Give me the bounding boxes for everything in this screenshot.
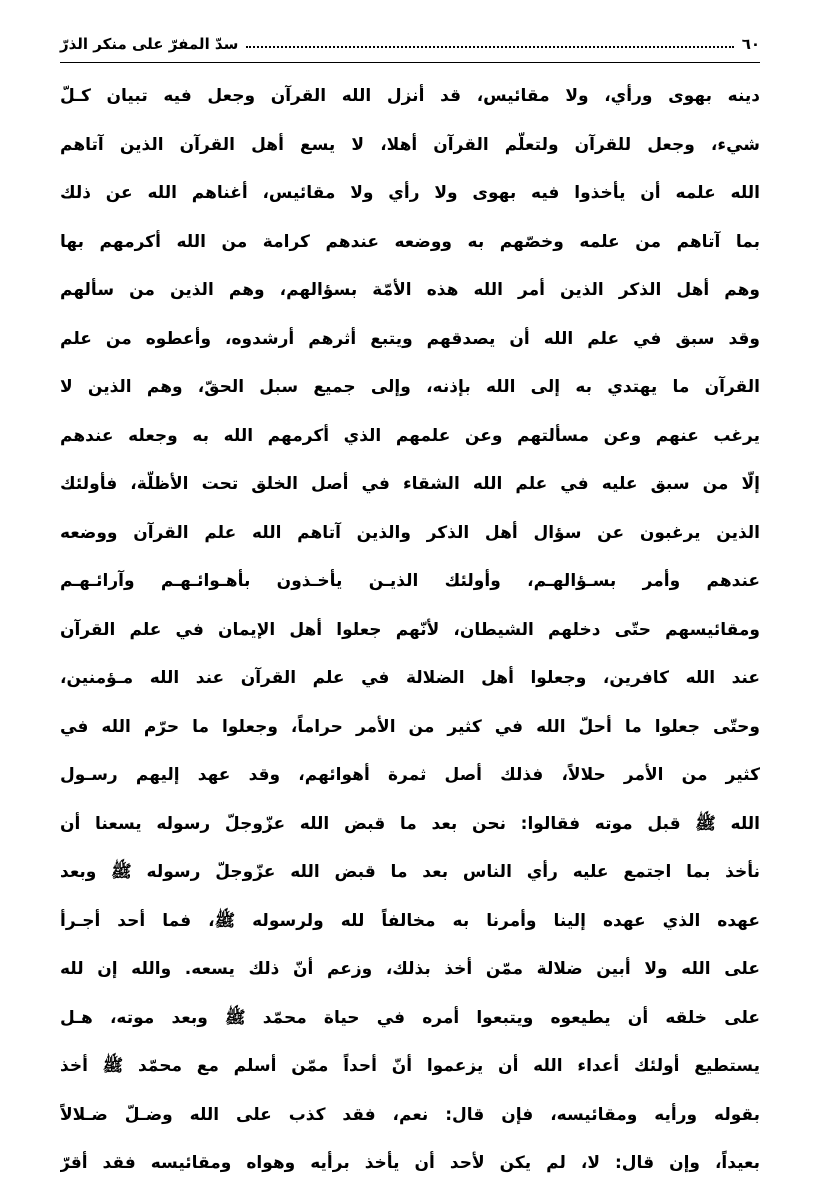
text-line: إلّا من سبق عليه في علم الله الشقاء في أصل الخلق تحت الأظلّة، فأولئك: [60, 474, 760, 494]
text-line: نأخذ بما اجتمع عليه رأي الناس بعد ما قبض الله عزّوجلّ رسوله ﷺ وبعد: [60, 862, 760, 882]
running-header: [60, 32, 760, 56]
text-line: يرغب عنهم وعن مسألتهم وعن علمهم الذي أكرمهم الله به وجعله عندهم: [60, 425, 760, 446]
text-line: على الله ولا أبين ضلالة ممّن أخذ بذلك، وزعم أنّ ذلك يسعه. والله إن لله: [60, 959, 760, 979]
text-line: الذين يرغبون عن سؤال أهل الذكر والذين آتاهم الله علم القرآن ووضعه: [60, 522, 760, 543]
header-dot-leader: [246, 36, 733, 48]
text-line: الله ﷺ قبل موته فقالوا: نحن بعد ما قبض الله عزّوجلّ رسوله يسعنا أن: [60, 813, 760, 834]
text-line: وهم أهل الذكر الذين أمر الله هذه الأمّة بسؤالهم، وهم الذين من سألهم: [60, 280, 760, 300]
text-line: وحتّى جعلوا ما أحلّ الله في كثير من الأمر حراماً، وجعلوا ما حرّم الله في: [60, 716, 760, 737]
header-rule: [60, 62, 760, 63]
body-text: [60, 72, 760, 1188]
running-title: سدّ المفرّ على منكر الذرّ: [60, 35, 239, 53]
text-line: عهده الذي عهده إلينا وأمرنا به مخالفاً لله ولرسوله ﷺ، فما أحد أجـرأ: [60, 910, 760, 931]
text-line: وقد سبق في علم الله أن يصدقهم ويتبع أثرهم أرشدوه، وأعطوه من علم: [60, 328, 760, 349]
text-line: الله علمه أن يأخذوا فيه بهوى ولا رأي ولا مقائيس، أغناهم الله عن ذلك: [60, 183, 760, 203]
text-line: بقوله ورأيه ومقائيسه، فإن قال: نعم، فقد كذب على الله وضـلّ ضـلالاً: [60, 1104, 760, 1125]
text-line: على خلقه أن يطيعوه ويتبعوا أمره في حياة محمّد ﷺ وبعد موته، هـل: [60, 1007, 760, 1028]
text-line: بما آتاهم من علمه وخصّهم به ووضعه عندهم كرامة من الله أكرمهم بها: [60, 231, 760, 252]
text-line: كثير من الأمر حلالاً، فذلك أصل ثمرة أهوائهم، وقد عهد إليهم رسـول: [60, 765, 760, 785]
text-line: شيء، وجعل للقرآن ولتعلّم القرآن أهلا، لا يسع أهل القرآن الذين آتاهم: [60, 134, 760, 155]
text-line: يستطيع أولئك أعداء الله أن يزعموا أنّ أحداً ممّن أسلم مع محمّد ﷺ أخذ: [60, 1056, 760, 1076]
text-line: عندهم وأمر بسـؤالهـم، وأولئك الذيـن يأخـذون بأهـوائـهـم وآرائـهـم: [60, 571, 760, 591]
text-line: عند الله كافرين، وجعلوا أهل الضلالة في علم القرآن عند الله مـؤمنين،: [60, 668, 760, 688]
text-line: دينه بهوى ورأي، ولا مقائيس، قد أنزل الله القرآن وجعل فيه تبيان كـلّ: [60, 86, 760, 106]
text-line: بعيداً، وإن قال: لا، لم يكن لأحد أن يأخذ برأيه وهواه ومقائيسه فقد أقرّ: [60, 1153, 760, 1173]
text-line: ومقائيسهم حتّى دخلهم الشيطان، لأنّهم جعلوا أهل الإيمان في علم القرآن: [60, 619, 760, 640]
page-number: ٦٠: [741, 35, 760, 53]
text-line: القرآن ما يهتدي به إلى الله بإذنه، وإلى جميع سبل الحقّ، وهم الذين لا: [60, 377, 760, 397]
